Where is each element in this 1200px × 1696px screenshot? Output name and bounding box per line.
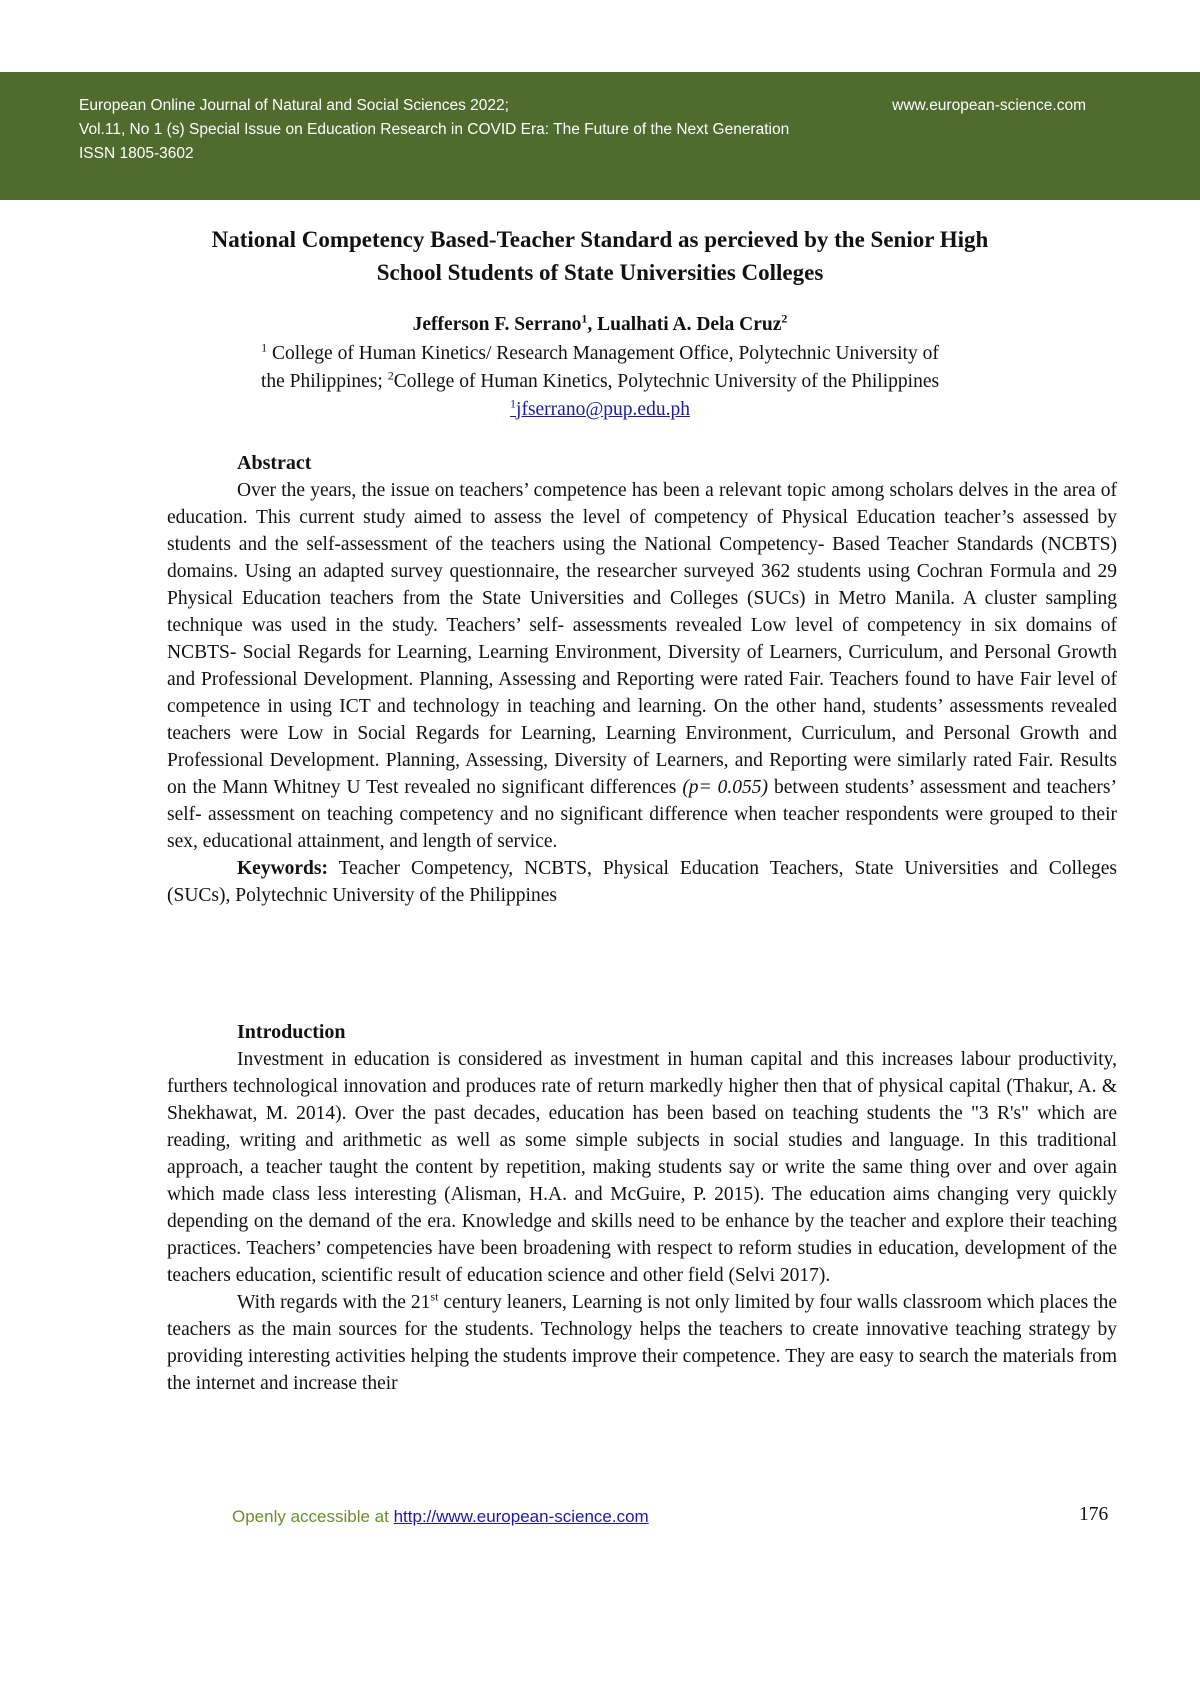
para2-sup: st — [430, 1289, 439, 1304]
author-2: Lualhati A. Dela Cruz — [597, 314, 782, 335]
footer-prefix: Openly accessible at — [232, 1507, 394, 1526]
affil-2-text: College of Human Kinetics, Polytechnic University of the Philippines — [393, 371, 940, 392]
author-list — [100, 312, 1100, 338]
para2-start: With regards with the 21 — [237, 1292, 431, 1313]
author-separator: , — [587, 314, 598, 335]
introduction-heading: Introduction — [237, 1021, 346, 1043]
title-line-1: National Competency Based-Teacher Standard as percieved by the Senior High — [211, 227, 989, 252]
para2-rest: century leaners, Learning is not only limited by four walls classroom which places the teachers as the main sources for the students. Technology helps the teachers to create innovative teaching strategy by providing interesting activities helping the students improve their competence. They are easy to search the materials from the internet and increase their — [167, 1292, 1117, 1394]
email-sup: 1 — [510, 396, 517, 411]
affil-1-line-2: the Philippines; — [260, 371, 388, 392]
author-1: Jefferson F. Serrano — [412, 314, 582, 335]
email-link[interactable] — [100, 396, 1100, 424]
footer-link[interactable]: http://www.european-science.com — [393, 1507, 649, 1526]
journal-name: European Online Journal of Natural and Social Sciences 2022; — [79, 97, 509, 114]
journal-volume: Vol.11, No 1 (s) Special Issue on Education Research in COVID Era: The Future of the Next Generation — [79, 121, 790, 138]
affiliations — [100, 340, 1100, 424]
keywords-label: Keywords: — [237, 858, 328, 879]
abstract-section — [167, 450, 1117, 909]
abstract-text: Over the years, the issue on teachers’ competence has been a relevant topic among scholars delves in the area of education. This current study aimed to assess the level of competency of Physical Education teacher’s assessed by students and the self-assessment of the teachers using the National Competency- Based Teacher Standards (NCBTS) domains. Using an adapted survey questionnaire, the researcher surveyed 362 students using Cochran Formula and 29 Physical Education teachers from the State Universities and Colleges (SUCs) in Metro Manila. A cluster sampling technique was used in the study. Teachers’ self- assessments revealed Low level of competency in six domains of NCBTS- Social Regards for Learning, Learning Environment, Diversity of Learners, Curriculum, and Personal Growth and Professional Development. Planning, Assessing and Reporting were rated Fair. Teachers found to have Fair level of competence in using ICT and technology in teaching and learning. On the other hand, students’ assessments revealed teachers were Low in Social Regards for Learning, Learning Environment, Curriculum, and Personal Growth and Professional Development. Planning, Assessing, Diversity of Learners, and Reporting were similarly rated Fair. Results on the Mann Whitney U Test revealed no significant differences — [167, 480, 1117, 798]
introduction-paragraph-1: Investment in education is considered as investment in human capital and this increases labour productivity, furthers technological innovation and produces rate of return markedly higher then that of physical capital (Thakur, A. & Shekhawat, M. 2014). Over the past decades, education has been based on teaching students the "3 R's" which are reading, writing and arithmetic as well as some simple subjects in social studies and language. In this traditional approach, a teacher taught the content by repetition, making students say or write the same thing over and over again which made class less interesting (Alisman, H.A. and McGuire, P. 2015). The education aims changing very quickly depending on the demand of the era. Knowledge and skills need to be enhance by the teacher and explore their teaching practices. Teachers’ competencies have been broadening with respect to reform studies in education, development of the teachers education, scientific result of education science and other field (Selvi 2017). — [167, 1049, 1117, 1286]
keywords-text: Teacher Competency, NCBTS, Physical Education Teachers, State Universities and Colleges (SUCs), Polytechnic University of the Philippines — [167, 858, 1117, 906]
introduction-paragraph-2 — [167, 1289, 1117, 1397]
author-2-sup: 2 — [781, 311, 788, 326]
journal-header — [0, 72, 1200, 200]
affil-2-sup: 2 — [387, 368, 394, 383]
journal-issn: ISSN 1805-3602 — [79, 145, 194, 162]
email-address: jfserrano@pup.edu.ph — [516, 399, 690, 420]
page-number: 176 — [1079, 1504, 1109, 1525]
abstract-text-end: between students’ assessment and teachers’ self- assessment on teaching competency and no significant difference when teacher respondents were grouped to their sex, educational attainment, and length of service. — [167, 777, 1117, 852]
author-1-sup: 1 — [581, 311, 588, 326]
footer-access — [232, 1507, 649, 1527]
introduction-section — [167, 1019, 1117, 1397]
affil-1-sup: 1 — [261, 340, 268, 355]
abstract-paragraph — [167, 477, 1117, 855]
journal-website[interactable]: www.european-science.com — [892, 97, 1086, 114]
abstract-heading: Abstract — [237, 452, 312, 474]
paper-title — [140, 223, 1060, 289]
keywords-paragraph — [167, 855, 1117, 909]
title-line-2: School Students of State Universities Colleges — [376, 260, 824, 285]
abstract-pvalue: (p= 0.055) — [682, 777, 769, 798]
affil-1-line-1: College of Human Kinetics/ Research Management Office, Polytechnic University of — [267, 343, 939, 364]
